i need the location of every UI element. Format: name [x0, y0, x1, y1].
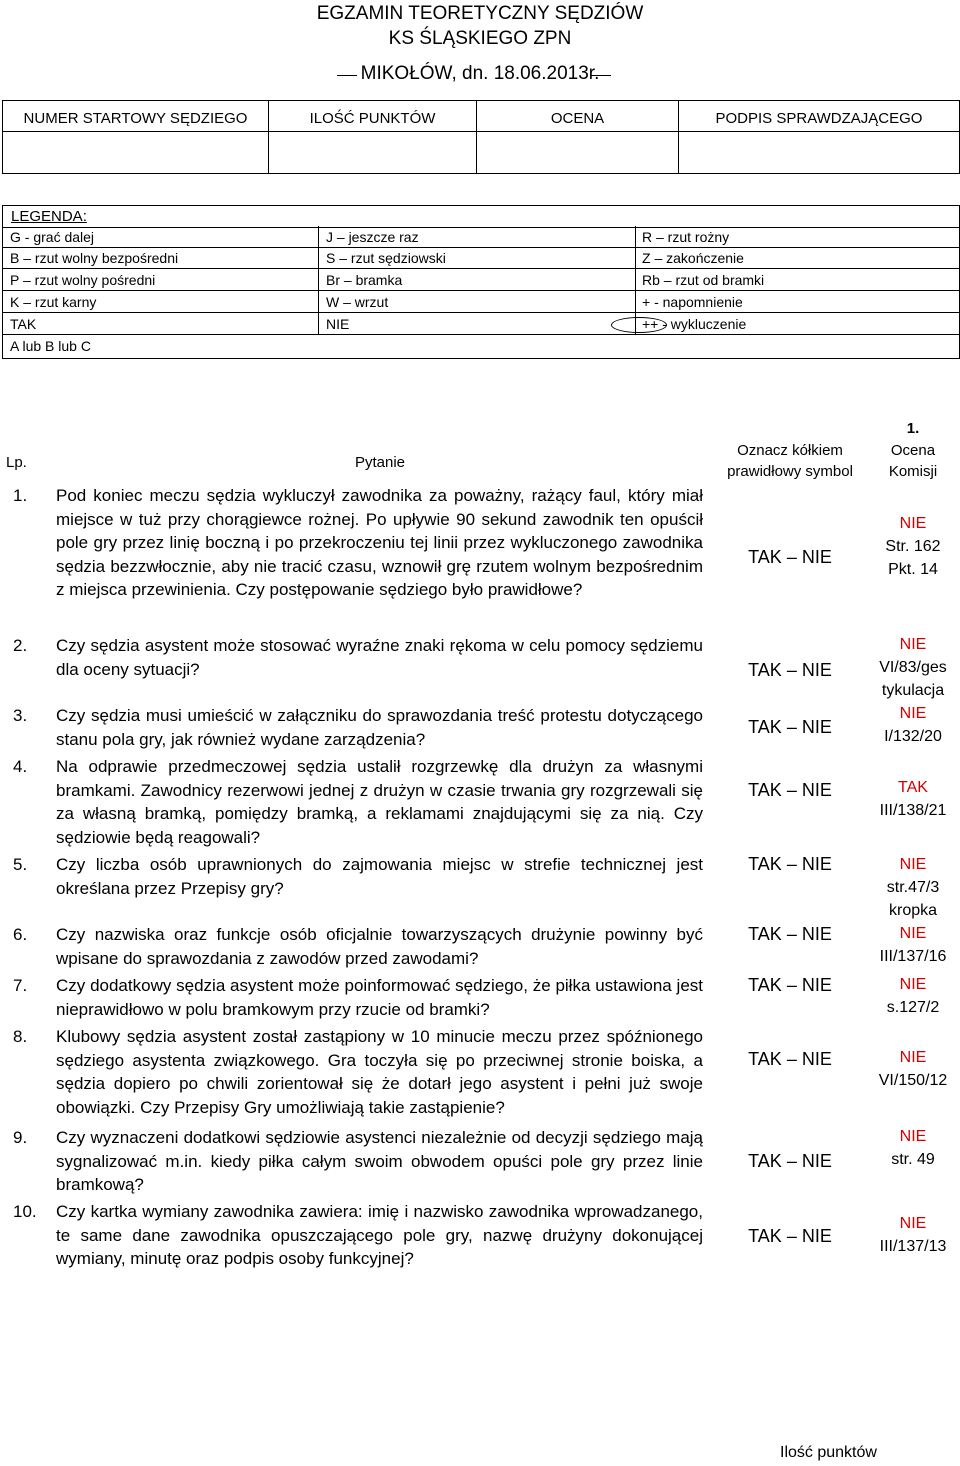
score-col-points	[269, 101, 477, 173]
legend-z: Z – zakończenie	[642, 250, 744, 266]
question-9-answer[interactable]: TAK – NIE	[748, 1151, 832, 1171]
question-10-number: 10.	[13, 1202, 37, 1221]
score-col-grade	[477, 101, 679, 173]
score-table	[2, 100, 960, 174]
score-header-points: ILOŚĆ PUNKTÓW	[309, 110, 436, 127]
legend-plus: + - napomnienie	[642, 294, 743, 310]
question-1-text: Pod koniec meczu sędzia wykluczył zawodnika za poważny, rażący faul, który miał miejsce w tuż przy chorągiewce rożnej. Po upływie 90 sekund zawodnik ten opuścił pole gry przez linię boczną i po przekroczeniu tej linii przez wykluczonego zawodnika sędzia bezzwłocznie, aby nie tracić czasu, wznowił grę rzutem wolnym bezpośrednim z miejsca przewinienia. Czy postępowanie sędziego było prawidłowe?	[56, 486, 703, 599]
question-1-correct-answer: NIE	[899, 515, 927, 532]
question-2-text: Czy sędzia asystent może stosować wyraźne znaki rękoma w celu pomocy sędziemu dla oceny sytuacji?	[56, 636, 703, 679]
question-4-correct-answer: TAK	[898, 779, 928, 796]
question-8-reference: VI/150/12	[878, 1072, 948, 1089]
question-3-correct-answer: NIE	[899, 705, 927, 722]
col-question-header: Pytanie	[354, 454, 406, 471]
question-10-text: Czy kartka wymiany zawodnika zawiera: imię i nazwisko zawodnika wprowadzanego, te same dane zawodnika opuszczającego pole gry, nazwę drużyny dokonującej wymiany, minutę oraz podpis osoby funkcyjnej?	[56, 1202, 703, 1268]
question-7-reference: s.127/2	[886, 999, 940, 1016]
question-8-number: 8.	[13, 1027, 28, 1046]
legend-vline-1	[318, 226, 319, 334]
legend-b: B – rzut wolny bezpośredni	[10, 250, 179, 266]
question-6-correct-answer: NIE	[899, 925, 927, 942]
legend-plusplus: ++ - wykluczenie	[642, 316, 747, 332]
question-1-reference: Str. 162	[885, 538, 941, 555]
header-dash-right	[591, 75, 611, 76]
question-5-answer[interactable]: TAK – NIE	[748, 854, 832, 874]
question-6-reference: III/137/16	[879, 948, 947, 965]
legend-hline-4	[2, 312, 959, 313]
legend-hline-3	[2, 290, 959, 291]
question-9-number: 9.	[13, 1128, 28, 1147]
legend-rb: Rb – rzut od bramki	[642, 272, 765, 288]
col-ocena-number: 1.	[906, 420, 920, 437]
question-9-reference: str. 49	[891, 1151, 935, 1168]
question-4-text: Na odprawie przedmeczowej sędzia ustalił rozgrzewkę dla drużyn za własnymi bramkami. Zawodnicy rezerwowi jednej z drużyn w czasie trwania gry rozgrzewali się za własną bramką, pomiędzy bramką, a reklamami znajdującymi się za nią. Czy sędziowie będą reagowali?	[56, 757, 703, 847]
legend-abc: A lub B lub C	[10, 338, 91, 354]
question-8-answer[interactable]: TAK – NIE	[748, 1049, 832, 1069]
question-7-answer[interactable]: TAK – NIE	[748, 975, 832, 995]
question-4-number: 4.	[13, 757, 28, 776]
question-9-correct-answer: NIE	[899, 1128, 927, 1145]
question-10-answer[interactable]: TAK – NIE	[748, 1226, 832, 1246]
question-7-correct-answer: NIE	[899, 976, 927, 993]
question-2-number: 2.	[13, 636, 28, 655]
question-1-reference: Pkt. 14	[888, 561, 938, 578]
col-lp-header: Lp.	[6, 454, 27, 471]
legend-br: Br – bramka	[326, 272, 403, 288]
col-answer-header-1: Oznacz kółkiem	[737, 442, 843, 459]
question-6-text: Czy nazwiska oraz funkcje osób oficjalnie towarzyszących drużynie powinny być wpisane do sprawozdania z zawodów przed zawodami?	[56, 925, 703, 968]
question-1-answer[interactable]: TAK – NIE	[748, 547, 832, 567]
question-7-text: Czy dodatkowy sędzia asystent może poinformować sędziego, że piłka ustawiona jest nieprawidłowo w polu bramkowym przy rzucie od bramki?	[56, 976, 703, 1019]
legend-circle-mark	[611, 317, 667, 333]
legend-nie: NIE	[326, 316, 350, 332]
col-ocena-header-2: Komisji	[888, 463, 938, 480]
legend-j: J – jeszcze raz	[326, 229, 419, 245]
exam-place-date: MIKOŁÓW, dn. 18.06.2013r.	[360, 63, 600, 84]
score-header-grade: OCENA	[550, 110, 605, 127]
legend-hline-2	[2, 268, 959, 269]
question-4-reference: III/138/21	[879, 802, 947, 819]
question-9-text: Czy wyznaczeni dodatkowi sędziowie asystenci niezależnie od decyzji sędziego mają sygnalizować m.in. kiedy piłka całym swoim obwodem opuści pole gry przez linie bramkową?	[56, 1128, 703, 1194]
question-3-text: Czy sędzia musi umieścić w załączniku do sprawozdania treść protestu dotyczącego stanu pola gry, jak również wydane zarządzenia?	[56, 706, 703, 749]
question-3-number: 3.	[13, 706, 28, 725]
question-2-correct-answer: NIE	[899, 636, 927, 653]
question-2-reference: VI/83/ges	[879, 659, 947, 676]
question-10-reference: III/137/13	[879, 1238, 947, 1255]
legend-k: K – rzut karny	[10, 294, 97, 310]
legend-title-divider	[3, 227, 959, 228]
question-4-answer[interactable]: TAK – NIE	[748, 780, 832, 800]
legend-title: LEGENDA:	[11, 208, 87, 225]
question-6-number: 6.	[13, 925, 28, 944]
question-5-number: 5.	[13, 855, 28, 874]
score-col-start-number	[3, 101, 269, 173]
question-5-correct-answer: NIE	[899, 856, 927, 873]
exam-title: EGZAMIN TEORETYCZNY SĘDZIÓW	[316, 3, 644, 24]
question-5-reference: kropka	[888, 902, 938, 919]
score-header-divider	[3, 131, 959, 132]
question-3-answer[interactable]: TAK – NIE	[748, 717, 832, 737]
question-6-answer[interactable]: TAK – NIE	[748, 924, 832, 944]
score-col-signature	[679, 101, 959, 173]
question-5-reference: str.47/3	[886, 879, 940, 896]
question-7-number: 7.	[13, 976, 28, 995]
legend-g: G - grać dalej	[10, 229, 95, 245]
score-header-start-number: NUMER STARTOWY SĘDZIEGO	[23, 110, 248, 127]
score-header-signature: PODPIS SPRAWDZAJĄCEGO	[715, 110, 923, 127]
col-ocena-header-1: Ocena	[890, 442, 936, 459]
question-5-text: Czy liczba osób uprawnionych do zajmowania miejsc w strefie technicznej jest określana przez Przepisy gry?	[56, 855, 703, 898]
question-10-correct-answer: NIE	[899, 1215, 927, 1232]
legend-s: S – rzut sędziowski	[326, 250, 446, 266]
exam-subtitle: KS ŚLĄSKIEGO ZPN	[388, 28, 572, 49]
question-3-reference: I/132/20	[884, 728, 942, 745]
legend-hline-5	[2, 334, 959, 335]
legend-w: W – wrzut	[326, 294, 389, 310]
question-1-number: 1.	[13, 486, 28, 505]
legend-tak: TAK	[10, 316, 37, 332]
points-total-label: Ilość punktów	[780, 1444, 877, 1461]
question-2-reference: tykulacja	[881, 682, 945, 699]
legend-r: R – rzut rożny	[642, 229, 730, 245]
col-answer-header-2: prawidłowy symbol	[727, 463, 853, 480]
question-8-correct-answer: NIE	[899, 1049, 927, 1066]
question-8-text: Klubowy sędzia asystent został zastąpiony w 10 minucie meczu przez spóźnionego sędziego asystenta związkowego. Gra toczyła się po przeciwnej stronie boiska, a sędzia dopiero po chwili zorientował się że dotarł jego asystent i pełni już swoje obowiązki. Czy Przepisy Gry umożliwiają takie zastąpienie?	[56, 1027, 703, 1117]
legend-p: P – rzut wolny pośredni	[10, 272, 156, 288]
question-2-answer[interactable]: TAK – NIE	[748, 660, 832, 680]
